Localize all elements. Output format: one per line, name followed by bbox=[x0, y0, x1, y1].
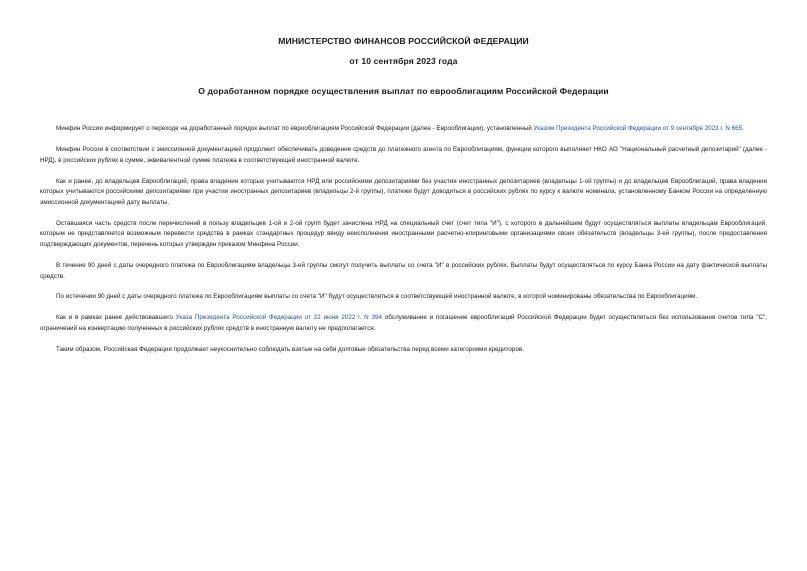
paragraph-1 bbox=[40, 124, 767, 135]
paragraph-7-text: Как и в рамках ранее действовавшего bbox=[56, 314, 176, 322]
document-date: от 10 сентября 2023 года bbox=[349, 56, 458, 66]
paragraph-1-text: Минфин России информирует о переходе на доработанный порядок выплат по еврооблигациям Российской Федерации (далее - Еврооблигации), установленный bbox=[56, 125, 534, 132]
document-body bbox=[40, 124, 767, 366]
paragraph-7 bbox=[40, 313, 767, 334]
ministry-heading: МИНИСТЕРСТВО ФИНАНСОВ РОССИЙСКОЙ ФЕДЕРАЦИИ bbox=[278, 36, 529, 46]
paragraph-3: Как и ранее, до владельцев Еврооблигаций, права владения которых учитываются НРД или российскими депозитариями без участия иностранных депозитариев (владельцы 1-ой группы) и до владельцев Еврооблигаций, права владения которых учитываются российскими депозитариями при участии иностранных депозитариев (владельцы 2-й группы), платежи будут доводиться в российских рублях по курсу к валюте номинала, установленному Банком России на определенную эмиссионной документацией дату выплаты. bbox=[40, 177, 767, 206]
paragraph-4: Оставшаяся часть средств после перечислений в пользу владельцев 1-ой и 2-ой групп будет зачислена НРД на специальный счет (счет типа "И"), с которого в дальнейшем будут осуществляться выплаты владельцам Еврооблигаций, которым не представляется возможным перевести средства в рамках стандартных процедур ввиду неисполнения иностранными расчетно-клиринговыми организациями своих обязательств (владельцы 3-ей группы), после предоставления подтверждающих документов, перечень которых утвержден приказом Минфина России. bbox=[40, 219, 767, 248]
paragraph-5: В течение 90 дней с даты очередного платежа по Еврооблигациям владельцы 3-ей группы смогут получить выплаты со счета "И" в российских рублях. Выплаты будут осуществляться по курсу Банка России на дату фактической выплаты средств. bbox=[40, 261, 767, 280]
paragraph-7-end: обслуживание и погашение еврооблигаций Российской Федерации будет осуществляться без использования счетов типа "С", ограничений на конвертацию полученных в российских рублях средств в иностранную валюту не предполагается. bbox=[40, 314, 767, 333]
paragraph-1-end: . bbox=[742, 125, 744, 132]
paragraph-8: Таким образом, Российская Федерация продолжает неукоснительно соблюдать взятые на себя долговые обязательства перед всеми категориями кредиторов. bbox=[56, 346, 524, 354]
decree-394-link[interactable]: Указа Президента Российской Федерации от 22 июня 2022 г. N 394 bbox=[175, 314, 383, 322]
paragraph-2: Минфин России в соответствии с эмиссионной документацией продолжит обеспечивать доведение средств до платежного агента по Еврооблигациям, функции которого выполняет НКО АО "Национальный расчетный депозитарий" (далее - НРД), в российских рублях в сумме, эквивалентной сумме платежа в соответствующей иностранной валюте. bbox=[40, 145, 767, 164]
paragraph-6: По истечении 90 дней с даты очередного платежа по Еврооблигациям выплаты со счета "И" будут осуществляться в соответствующей иностранной валюте, в которой номинированы обязательства по Еврооблигациям. bbox=[56, 293, 698, 301]
decree-665-link[interactable]: Указом Президента Российской Федерации от 9 сентября 2023 г. N 665 bbox=[533, 125, 743, 132]
document-title: О доработанном порядке осуществления выплат по еврооблигациям Российской Федерации bbox=[198, 86, 609, 96]
